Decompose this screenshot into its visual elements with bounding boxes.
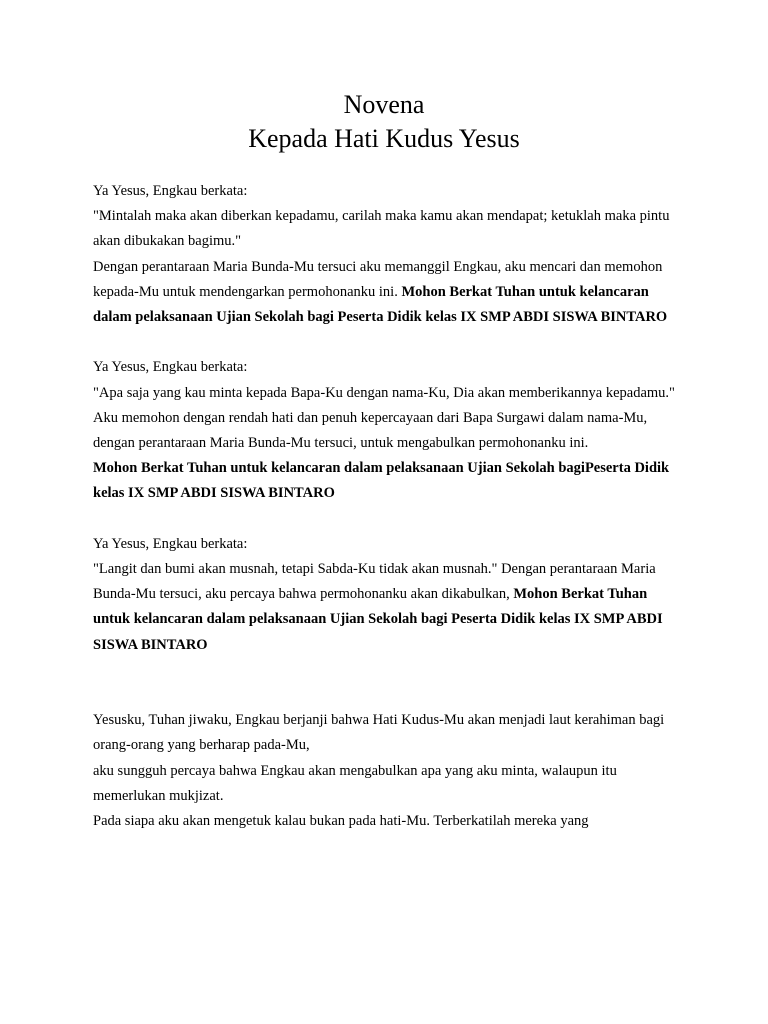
section3-quote: "Langit dan bumi akan musnah, tetapi Sabda-Ku tidak akan musnah." Dengan perantaraan Maria Bunda-Mu tersuci, aku percaya bahwa permohonanku akan dikabulkan, xyxy=(93,561,656,603)
section2-prayer2: dengan perantaraan Maria Bunda-Mu tersuci, untuk mengabulkan permohonanku ini. xyxy=(93,435,589,452)
paragraph-spacer xyxy=(93,507,683,532)
section4-line2: aku sungguh percaya bahwa Engkau akan mengabulkan apa yang aku minta, walaupun itu memerlukan mukjizat. xyxy=(93,762,617,804)
section4-line3: Pada siapa aku akan mengetuk kalau bukan pada hati-Mu. Terberkatilah mereka yang xyxy=(93,813,589,830)
section4-line1: Yesusku, Tuhan jiwaku, Engkau berjanji bahwa Hati Kudus-Mu akan menjadi laut kerahiman bagi orang-orang yang berharap pada-Mu, xyxy=(93,712,665,754)
section1-intro: Ya Yesus, Engkau berkata: xyxy=(93,183,248,199)
section1-quote: "Mintalah maka akan diberkan kepadamu, carilah maka kamu akan mendapat; ketuklah maka pintu akan dibukakan bagimu." xyxy=(93,208,670,250)
section2-intro: Ya Yesus, Engkau berkata: xyxy=(93,359,248,376)
section2-petition-line xyxy=(93,456,683,506)
page-subtitle: Kepada Hati Kudus Yesus xyxy=(248,124,520,153)
page-title: Novena xyxy=(343,90,425,119)
document-body xyxy=(93,179,683,834)
title-block xyxy=(0,88,768,156)
paragraph-spacer xyxy=(93,658,683,708)
section1-petition: Mohon Berkat Tuhan untuk kelancaran dalam pelaksanaan Ujian Sekolah bagi Peserta Didik kelas IX SMP ABDI SISWA BINTARO xyxy=(93,283,668,326)
section1-prayer-text: Dengan perantaraan Maria Bunda-Mu tersuci aku memanggil Engkau, aku mencari dan memohon kepada-Mu untuk mendengarkan permohonanku ini. xyxy=(93,258,663,300)
section3-petition: Mohon Berkat Tuhan untuk kelancaran dalam pelaksanaan Ujian Sekolah bagi Peserta Didik kelas IX SMP ABDI SISWA BINTARO xyxy=(93,586,663,653)
section3-quote-line xyxy=(93,557,683,658)
section3-intro: Ya Yesus, Engkau berkata: xyxy=(93,535,248,552)
section1-prayer xyxy=(93,255,683,331)
section2-petition: Mohon Berkat Tuhan untuk kelancaran dalam pelaksanaan Ujian Sekolah bagiPeserta Didik kelas IX SMP ABDI SISWA BINTARO xyxy=(93,460,670,502)
section2-quote: "Apa saja yang kau minta kepada Bapa-Ku dengan nama-Ku, Dia akan memberikannya kepadamu." xyxy=(93,384,675,401)
paragraph-spacer xyxy=(93,330,683,355)
section2-prayer1: Aku memohon dengan rendah hati dan penuh kepercayaan dari Bapa Surgawi dalam nama-Mu, xyxy=(93,409,648,426)
